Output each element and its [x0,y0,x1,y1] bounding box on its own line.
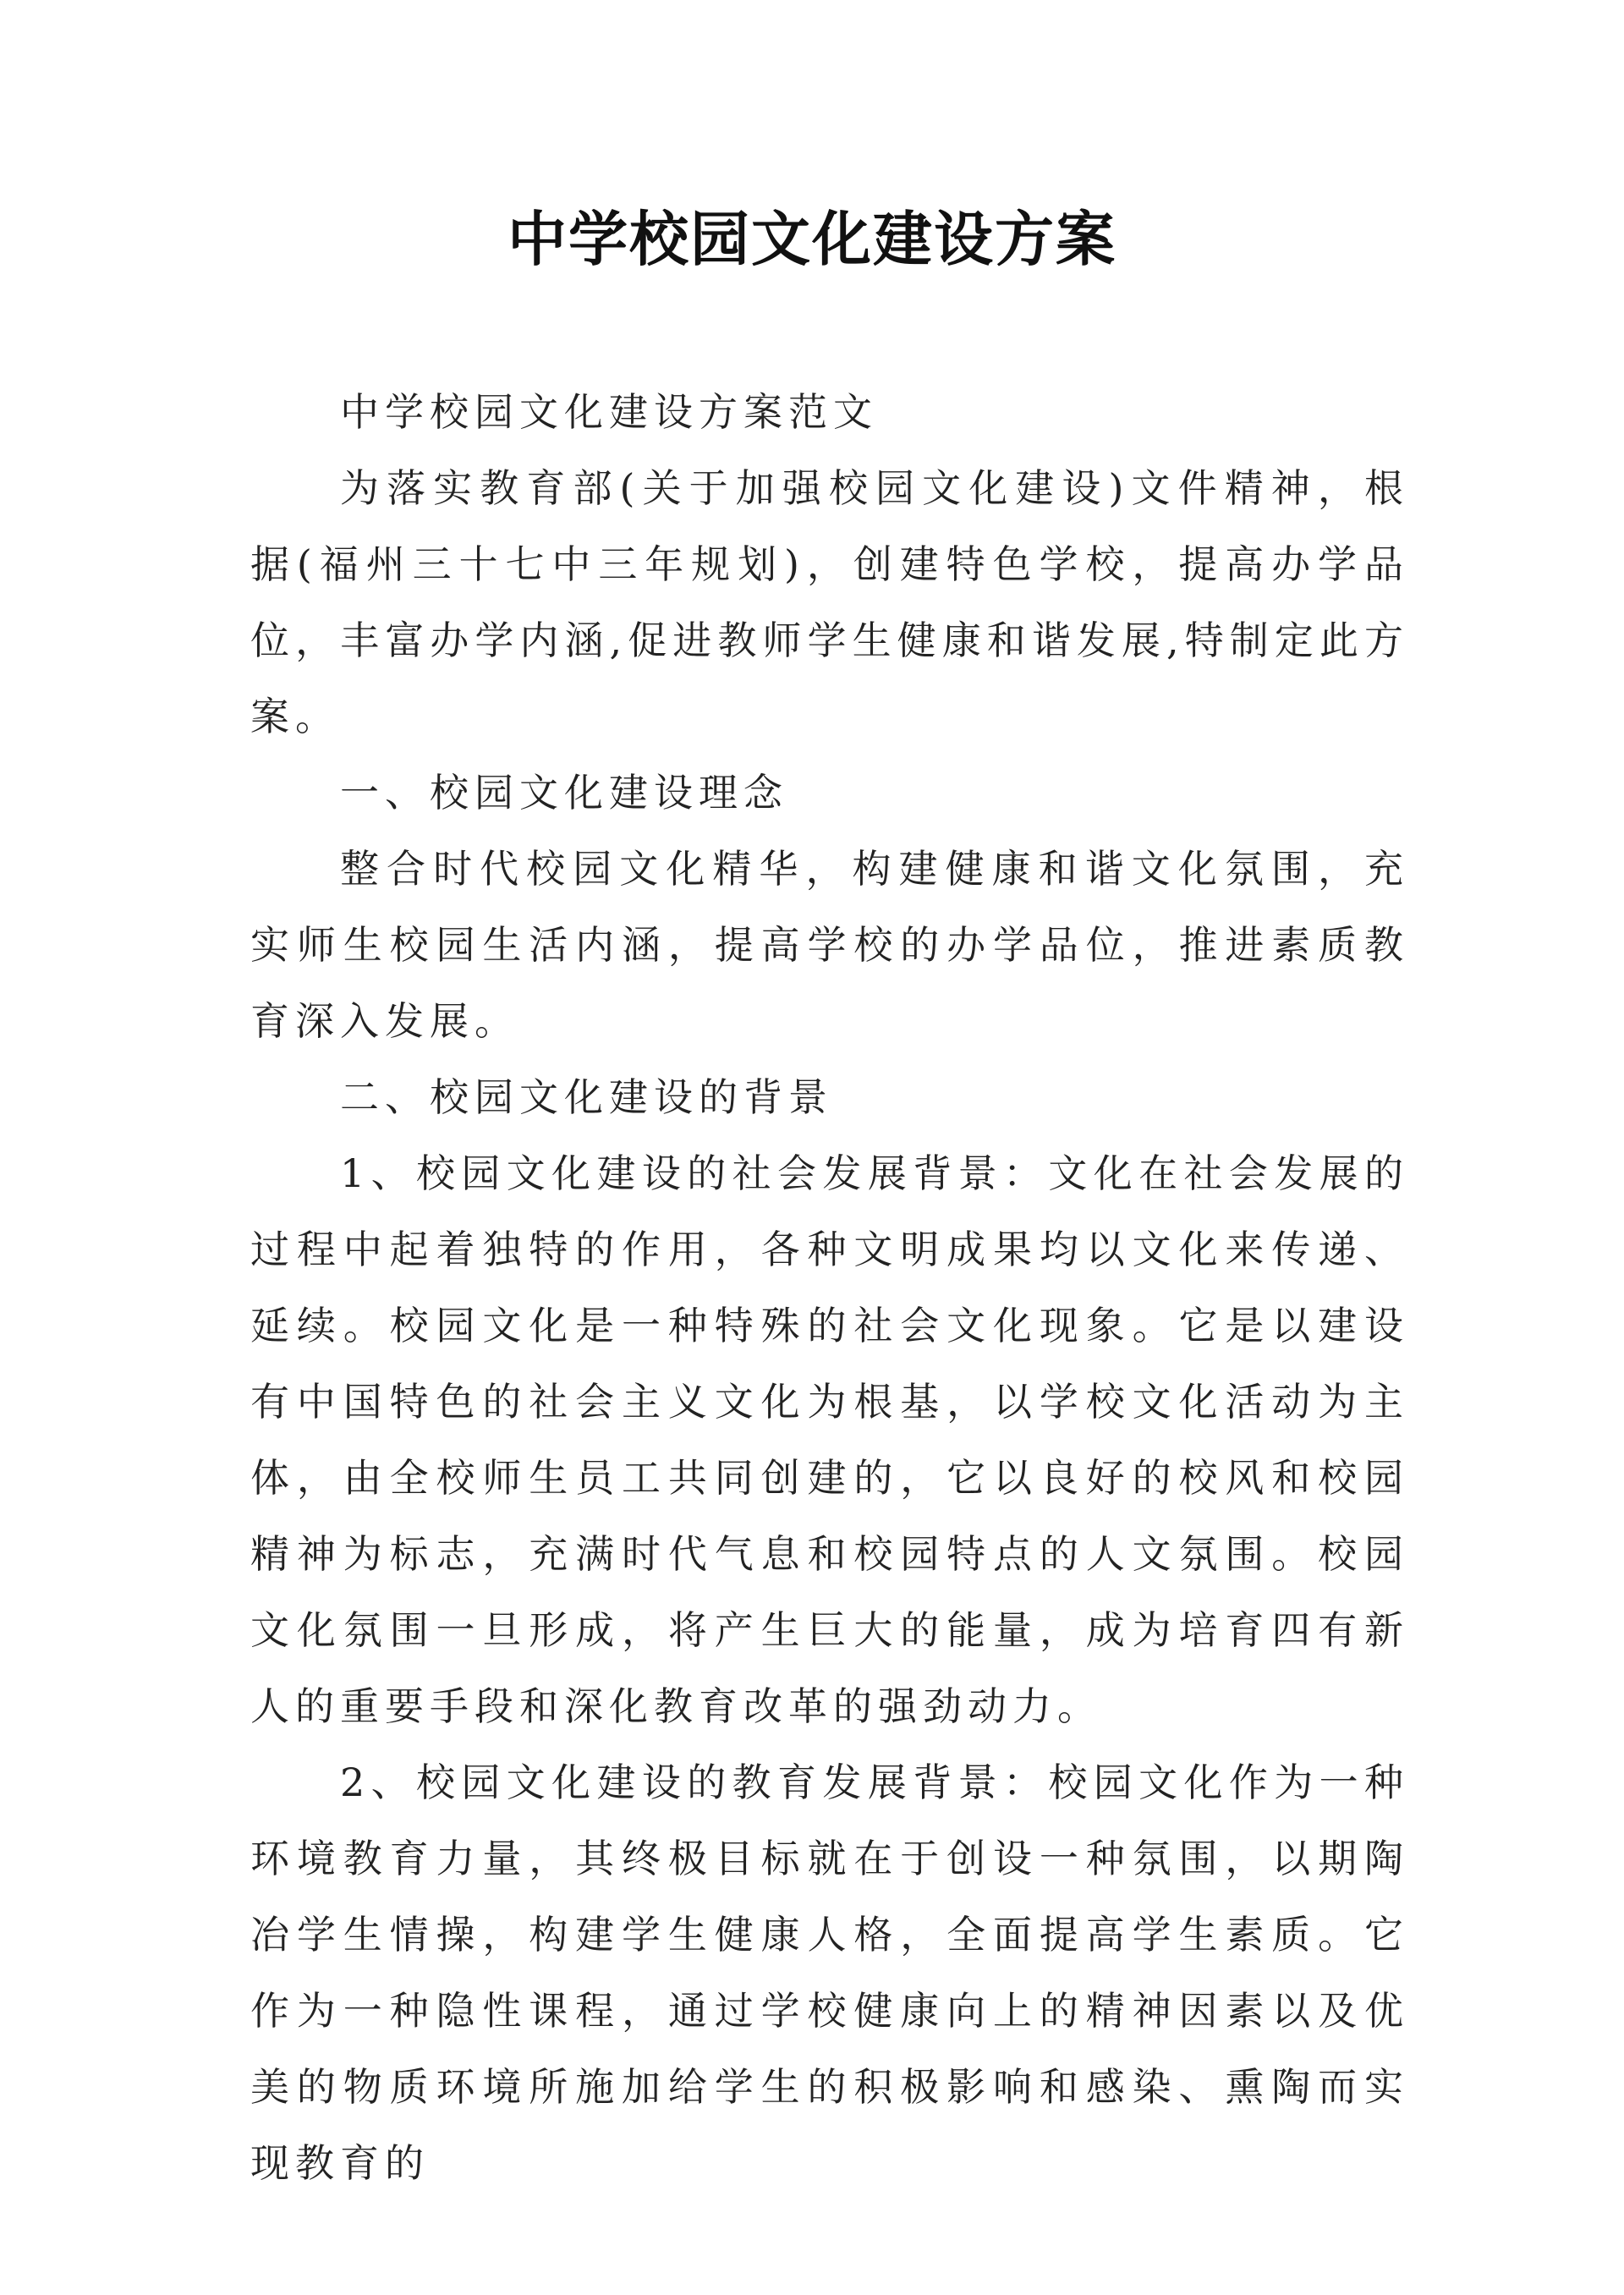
document-body [250,374,1409,2201]
paragraph-intro: 为落实教育部(关于加强校园文化建设)文件精神，根据(福州三十七中三年规划)，创建特色学校，提高办学品位，丰富办学内涵,促进教师学生健康和谐发展,特制定此方案。 [250,465,1409,739]
paragraph-education-background: 2、校园文化建设的教育发展背景：校园文化作为一种环境教育力量，其终极目标就在于创设一种氛围，以期陶冶学生情操，构建学生健康人格，全面提高学生素质。它作为一种隐性课程，通过学校健康向上的精神因素以及优美的物质环境所施加给学生的积极影响和感染、熏陶而实现教育的 [250,1760,1409,2186]
section-heading-background: 二、校园文化建设的背景 [340,1074,833,1120]
document-title: 中学校园文化建设方案 [508,205,1116,274]
paragraph-concept: 整合时代校园文化精华，构建健康和谐文化氛围，充实师生校园生活内涵，提高学校的办学品位，推进素质教育深入发展。 [250,846,1409,1044]
paragraph-subtitle: 中学校园文化建设方案范文 [340,389,878,435]
paragraph-social-background: 1、校园文化建设的社会发展背景：文化在社会发展的过程中起着独特的作用，各种文明成果均以文化来传递、延续。校园文化是一种特殊的社会文化现象。它是以建设有中国特色的社会主义文化为根基，以学校文化活动为主体，由全校师生员工共同创建的，它以良好的校风和校园精神为标志，充满时代气息和校园特点的人文氛围。校园文化氛围一旦形成，将产生巨大的能量，成为培育四有新人的重要手段和深化教育改革的强劲动力。 [250,1150,1409,1729]
section-heading-concept: 一、校园文化建设理念 [340,770,788,815]
